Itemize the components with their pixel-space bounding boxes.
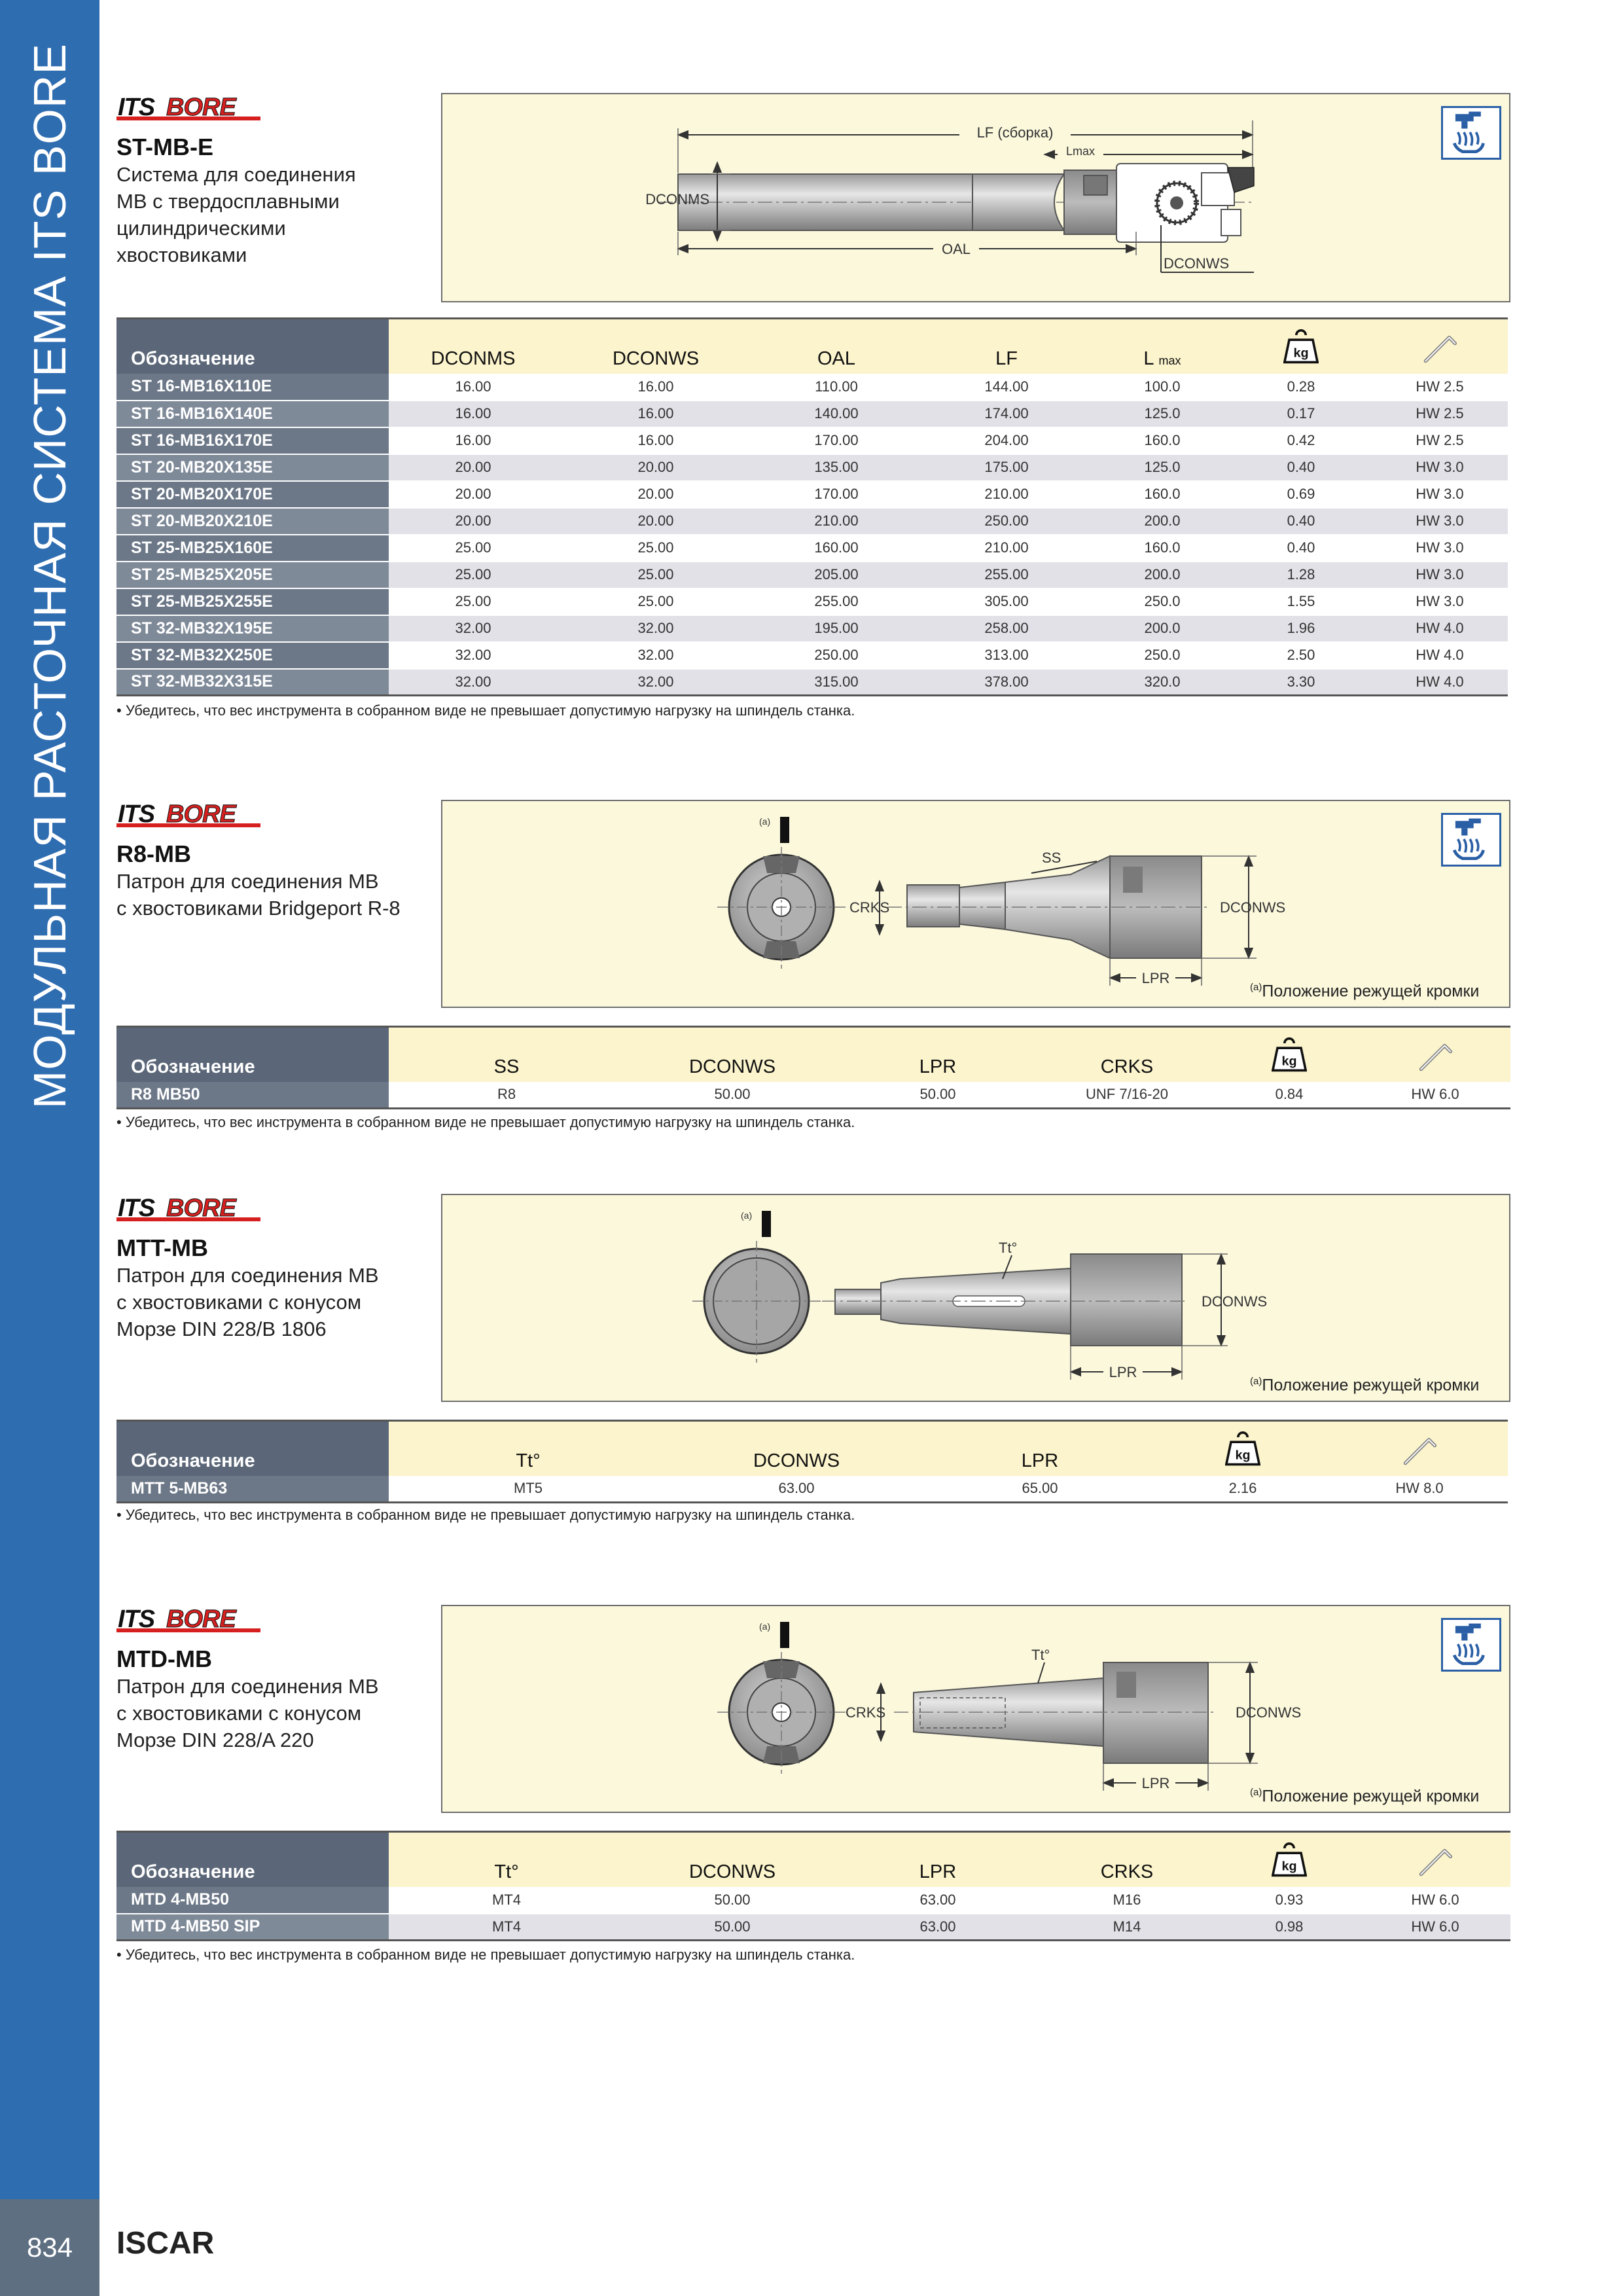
col-header-crks: CRKS: [1035, 1832, 1219, 1887]
table-cell: 250.0: [1094, 642, 1230, 669]
dim-dconws: DCONWS: [1236, 1704, 1302, 1721]
weight-icon: [1283, 329, 1319, 365]
designation-cell: ST 20-MB20X210E: [116, 508, 389, 535]
coolant-icon: [1441, 106, 1501, 160]
table-row: [116, 374, 1508, 401]
hex-key-icon: [1418, 1842, 1453, 1878]
table-cell: 32.00: [389, 642, 558, 669]
table-cell: 25.00: [389, 588, 558, 615]
table-cell: HW 4.0: [1372, 669, 1508, 696]
table-cell: 0.40: [1230, 454, 1372, 481]
table-cell: 25.00: [558, 535, 754, 562]
hex-key-icon: [1418, 1037, 1453, 1073]
table-cell: 20.00: [558, 454, 754, 481]
table-cell: MT4: [389, 1914, 624, 1941]
table-row: [116, 1914, 1510, 1941]
table-cell: 0.69: [1230, 481, 1372, 508]
col-header-lpr: LPR: [925, 1421, 1154, 1476]
col-header-ss: SS: [389, 1027, 624, 1082]
table-body: [116, 374, 1508, 696]
footer-brand: ISCAR: [116, 2226, 215, 2261]
table-cell: 16.00: [389, 374, 558, 401]
table-cell: 320.0: [1094, 669, 1230, 696]
table-cell: 160.00: [754, 535, 919, 562]
table-cell: 0.84: [1219, 1082, 1360, 1109]
table-cell: 25.00: [558, 562, 754, 588]
itsbore-logo: [116, 800, 260, 830]
table-cell: 195.00: [754, 615, 919, 642]
dim-dconms: DCONMS: [645, 191, 709, 207]
col-header-dconws: DCONWS: [558, 319, 754, 374]
table-cell: 210.00: [919, 481, 1094, 508]
table-cell: 210.00: [754, 508, 919, 535]
table-cell: 16.00: [558, 401, 754, 427]
table-cell: 2.16: [1154, 1476, 1331, 1503]
table-cell: M14: [1035, 1914, 1219, 1941]
table-cell: 174.00: [919, 401, 1094, 427]
table-cell: 20.00: [389, 508, 558, 535]
table-cell: 63.00: [840, 1887, 1035, 1914]
coolant-icon: [1441, 813, 1501, 867]
table-cell: 20.00: [558, 508, 754, 535]
product-code: MTD-MB: [116, 1645, 212, 1672]
itsbore-logo: [116, 93, 260, 123]
cutting-edge-note: $^{(a)}$Положение режущей кромки: [1250, 1787, 1480, 1806]
itsbore-logo: [116, 1194, 260, 1224]
table-cell: 160.0: [1094, 481, 1230, 508]
table-cell: HW 2.5: [1372, 427, 1508, 454]
dim-ss: SS: [1042, 850, 1061, 866]
table-cell: HW 3.0: [1372, 481, 1508, 508]
table-cell: 125.0: [1094, 454, 1230, 481]
table-cell: R8: [389, 1082, 624, 1109]
table-cell: 144.00: [919, 374, 1094, 401]
dim-lpr: LPR: [1141, 1775, 1170, 1791]
table-cell: 160.0: [1094, 427, 1230, 454]
col-header-lpr: LPR: [840, 1027, 1035, 1082]
hex-key-icon: [1422, 329, 1457, 365]
col-header-dconws: DCONWS: [624, 1027, 840, 1082]
table-cell: HW 3.0: [1372, 508, 1508, 535]
table-cell: HW 6.0: [1360, 1082, 1510, 1109]
col-header-designation: Обозначение: [116, 319, 389, 374]
table-cell: 32.00: [558, 642, 754, 669]
designation-cell: ST 25-MB25X205E: [116, 562, 389, 588]
table-row: [116, 401, 1508, 427]
table-cell: 0.93: [1219, 1887, 1360, 1914]
table-row: [116, 454, 1508, 481]
table-row: [116, 481, 1508, 508]
table-cell: MT4: [389, 1887, 624, 1914]
designation-cell: ST 32-MB32X195E: [116, 615, 389, 642]
table-cell: 16.00: [389, 427, 558, 454]
table-cell: 20.00: [389, 481, 558, 508]
technical-drawing: [441, 1194, 1510, 1402]
product-description: Патрон для соединения MB с хвостовиками с конусом Морзе DIN 228/A 220: [116, 1675, 379, 1751]
table-cell: HW 3.0: [1372, 454, 1508, 481]
table-cell: 175.00: [919, 454, 1094, 481]
table-cell: HW 4.0: [1372, 615, 1508, 642]
footnote: • Убедитесь, что вес инструмента в собранном виде не превышает допустимую нагрузку на шпиндель станка.: [116, 1946, 855, 1963]
col-header-dconws: DCONWS: [624, 1832, 840, 1887]
table-row: [116, 562, 1508, 588]
table-cell: 32.00: [389, 615, 558, 642]
col-header-key: [1372, 319, 1508, 374]
dim-lmax: Lmax: [1065, 145, 1096, 158]
table-cell: 204.00: [919, 427, 1094, 454]
table-cell: 140.00: [754, 401, 919, 427]
product-code: R8-MB: [116, 840, 191, 867]
table-cell: 16.00: [558, 427, 754, 454]
table-cell: 0.40: [1230, 535, 1372, 562]
table-row: [116, 427, 1508, 454]
designation-cell: ST 25-MB25X255E: [116, 588, 389, 615]
table-cell: 50.00: [624, 1887, 840, 1914]
col-header-key: [1331, 1421, 1508, 1476]
designation-cell: ST 16-MB16X170E: [116, 427, 389, 454]
dim-crks: CRKS: [849, 899, 890, 916]
table-cell: 0.28: [1230, 374, 1372, 401]
table-cell: 20.00: [558, 481, 754, 508]
product-code: ST-MB-E: [116, 134, 213, 160]
table-row: [116, 615, 1508, 642]
col-header-weight: [1219, 1832, 1360, 1887]
table-cell: 25.00: [389, 535, 558, 562]
table-cell: UNF 7/16-20: [1035, 1082, 1219, 1109]
table-cell: 255.00: [754, 588, 919, 615]
designation-cell: ST 20-MB20X135E: [116, 454, 389, 481]
product-code: MTT-MB: [116, 1234, 208, 1261]
table-row: [116, 1082, 1510, 1109]
table-cell: 50.00: [840, 1082, 1035, 1109]
table-cell: 315.00: [754, 669, 919, 696]
designation-cell: R8 MB50: [116, 1082, 389, 1109]
table-cell: 50.00: [624, 1914, 840, 1941]
table-cell: 100.0: [1094, 374, 1230, 401]
table-cell: HW 6.0: [1360, 1887, 1510, 1914]
dim-lf: LF (сборка): [976, 124, 1054, 141]
col-header-weight: [1154, 1421, 1331, 1476]
spec-table: [116, 1420, 1508, 1503]
designation-cell: MTD 4-MB50: [116, 1887, 389, 1914]
col-header-key: [1360, 1027, 1510, 1082]
dim-oal: OAL: [941, 241, 971, 257]
table-cell: M16: [1035, 1887, 1219, 1914]
table-cell: HW 3.0: [1372, 562, 1508, 588]
designation-cell: MTD 4-MB50 SIP: [116, 1914, 389, 1941]
table-row: [116, 669, 1508, 696]
dim-lpr: LPR: [1109, 1364, 1137, 1380]
designation-cell: MTT 5-MB63: [116, 1476, 389, 1503]
table-row: [116, 535, 1508, 562]
dim-dconws: DCONWS: [1164, 255, 1230, 272]
cutting-edge-note: $^{(a)}$Положение режущей кромки: [1250, 982, 1480, 1001]
technical-drawing: [441, 93, 1510, 302]
weight-icon: [1272, 1842, 1307, 1878]
col-header-lpr: LPR: [840, 1832, 1035, 1887]
col-header-crks: CRKS: [1035, 1027, 1219, 1082]
col-header-lf: LF: [919, 319, 1094, 374]
footnote: • Убедитесь, что вес инструмента в собранном виде не превышает допустимую нагрузку на шпиндель станка.: [116, 702, 855, 719]
table-cell: 63.00: [668, 1476, 925, 1503]
table-cell: 378.00: [919, 669, 1094, 696]
col-header-designation: Обозначение: [116, 1027, 389, 1082]
footnote: • Убедитесь, что вес инструмента в собранном виде не превышает допустимую нагрузку на шпиндель станка.: [116, 1114, 855, 1130]
table-cell: 0.40: [1230, 508, 1372, 535]
product-description: Патрон для соединения MB с хвостовиками Bridgeport R-8: [116, 870, 401, 920]
table-cell: 125.0: [1094, 401, 1230, 427]
table-body: [116, 1887, 1510, 1941]
table-cell: 1.96: [1230, 615, 1372, 642]
table-cell: 160.0: [1094, 535, 1230, 562]
table-body: [116, 1082, 1510, 1109]
designation-cell: ST 16-MB16X110E: [116, 374, 389, 401]
table-cell: 200.0: [1094, 615, 1230, 642]
table-row: [116, 642, 1508, 669]
table-cell: 2.50: [1230, 642, 1372, 669]
table-cell: 205.00: [754, 562, 919, 588]
table-cell: 135.00: [754, 454, 919, 481]
product-description: Патрон для соединения MB с хвостовиками с конусом Морзе DIN 228/B 1806: [116, 1264, 379, 1340]
dim-dconws: DCONWS: [1202, 1293, 1268, 1310]
col-header-tt: Tt°: [389, 1832, 624, 1887]
product-description: Система для соединения MB с твердосплавными цилиндрическими хвостовиками: [116, 163, 356, 266]
dim-dconws: DCONWS: [1220, 899, 1286, 916]
dim-lpr: LPR: [1141, 970, 1170, 986]
table-cell: 305.00: [919, 588, 1094, 615]
col-header-dconws: DCONWS: [668, 1421, 925, 1476]
designation-cell: ST 32-MB32X315E: [116, 669, 389, 696]
table-cell: 313.00: [919, 642, 1094, 669]
side-title: МОДУЛЬНАЯ РАСТОЧНАЯ СИСТЕМА ITS BORE: [24, 43, 75, 1109]
table-cell: HW 8.0: [1331, 1476, 1508, 1503]
table-cell: HW 4.0: [1372, 642, 1508, 669]
cutting-edge-note: $^{(a)}$Положение режущей кромки: [1250, 1376, 1480, 1395]
table-row: [116, 1476, 1508, 1503]
footnote: • Убедитесь, что вес инструмента в собранном виде не превышает допустимую нагрузку на шпиндель станка.: [116, 1507, 855, 1523]
table-cell: 0.42: [1230, 427, 1372, 454]
technical-drawing: [441, 1605, 1510, 1813]
col-header-weight: [1219, 1027, 1360, 1082]
table-cell: HW 3.0: [1372, 535, 1508, 562]
table-cell: 170.00: [754, 481, 919, 508]
weight-icon: [1225, 1431, 1260, 1467]
spec-table: [116, 317, 1508, 696]
page-number: 834: [0, 2199, 99, 2296]
col-header-lmax: L max: [1094, 319, 1230, 374]
table-cell: 110.00: [754, 374, 919, 401]
table-cell: 200.0: [1094, 562, 1230, 588]
designation-cell: ST 32-MB32X250E: [116, 642, 389, 669]
col-header-key: [1360, 1832, 1510, 1887]
dim-tt: Tt°: [1031, 1647, 1050, 1663]
table-row: [116, 588, 1508, 615]
table-cell: HW 2.5: [1372, 401, 1508, 427]
table-cell: 210.00: [919, 535, 1094, 562]
table-cell: 16.00: [558, 374, 754, 401]
hex-key-icon: [1402, 1431, 1437, 1467]
col-header-weight: [1230, 319, 1372, 374]
col-header-tt: Tt°: [389, 1421, 668, 1476]
table-cell: 250.0: [1094, 588, 1230, 615]
designation-cell: ST 20-MB20X170E: [116, 481, 389, 508]
table-cell: 32.00: [389, 669, 558, 696]
table-cell: 20.00: [389, 454, 558, 481]
table-cell: 65.00: [925, 1476, 1154, 1503]
table-cell: 3.30: [1230, 669, 1372, 696]
itsbore-logo: [116, 1605, 260, 1635]
table-cell: 250.00: [919, 508, 1094, 535]
table-cell: 250.00: [754, 642, 919, 669]
table-cell: 16.00: [389, 401, 558, 427]
table-cell: 170.00: [754, 427, 919, 454]
table-cell: 0.98: [1219, 1914, 1360, 1941]
table-cell: 1.55: [1230, 588, 1372, 615]
table-cell: 1.28: [1230, 562, 1372, 588]
table-cell: MT5: [389, 1476, 668, 1503]
technical-drawing: [441, 800, 1510, 1008]
table-cell: 25.00: [558, 588, 754, 615]
col-header-dconms: DCONMS: [389, 319, 558, 374]
weight-icon: [1272, 1037, 1307, 1073]
dim-tt: Tt°: [999, 1240, 1018, 1256]
designation-cell: ST 16-MB16X140E: [116, 401, 389, 427]
table-cell: 32.00: [558, 615, 754, 642]
table-body: [116, 1476, 1508, 1503]
dim-crks: CRKS: [846, 1704, 886, 1721]
label-a: (a): [741, 1210, 753, 1221]
table-cell: 50.00: [624, 1082, 840, 1109]
table-cell: 258.00: [919, 615, 1094, 642]
designation-cell: ST 25-MB25X160E: [116, 535, 389, 562]
coolant-icon: [1441, 1618, 1501, 1672]
spec-table: [116, 1831, 1510, 1941]
table-cell: 0.17: [1230, 401, 1372, 427]
label-a: (a): [759, 816, 771, 827]
table-cell: 255.00: [919, 562, 1094, 588]
col-header-designation: Обозначение: [116, 1832, 389, 1887]
table-cell: 25.00: [389, 562, 558, 588]
spec-table: [116, 1026, 1510, 1109]
table-cell: 200.0: [1094, 508, 1230, 535]
table-row: [116, 508, 1508, 535]
table-cell: 63.00: [840, 1914, 1035, 1941]
col-header-oal: OAL: [754, 319, 919, 374]
table-cell: 32.00: [558, 669, 754, 696]
table-cell: HW 6.0: [1360, 1914, 1510, 1941]
table-row: [116, 1887, 1510, 1914]
label-a: (a): [759, 1621, 771, 1632]
table-cell: HW 3.0: [1372, 588, 1508, 615]
table-cell: HW 2.5: [1372, 374, 1508, 401]
col-header-designation: Обозначение: [116, 1421, 389, 1476]
